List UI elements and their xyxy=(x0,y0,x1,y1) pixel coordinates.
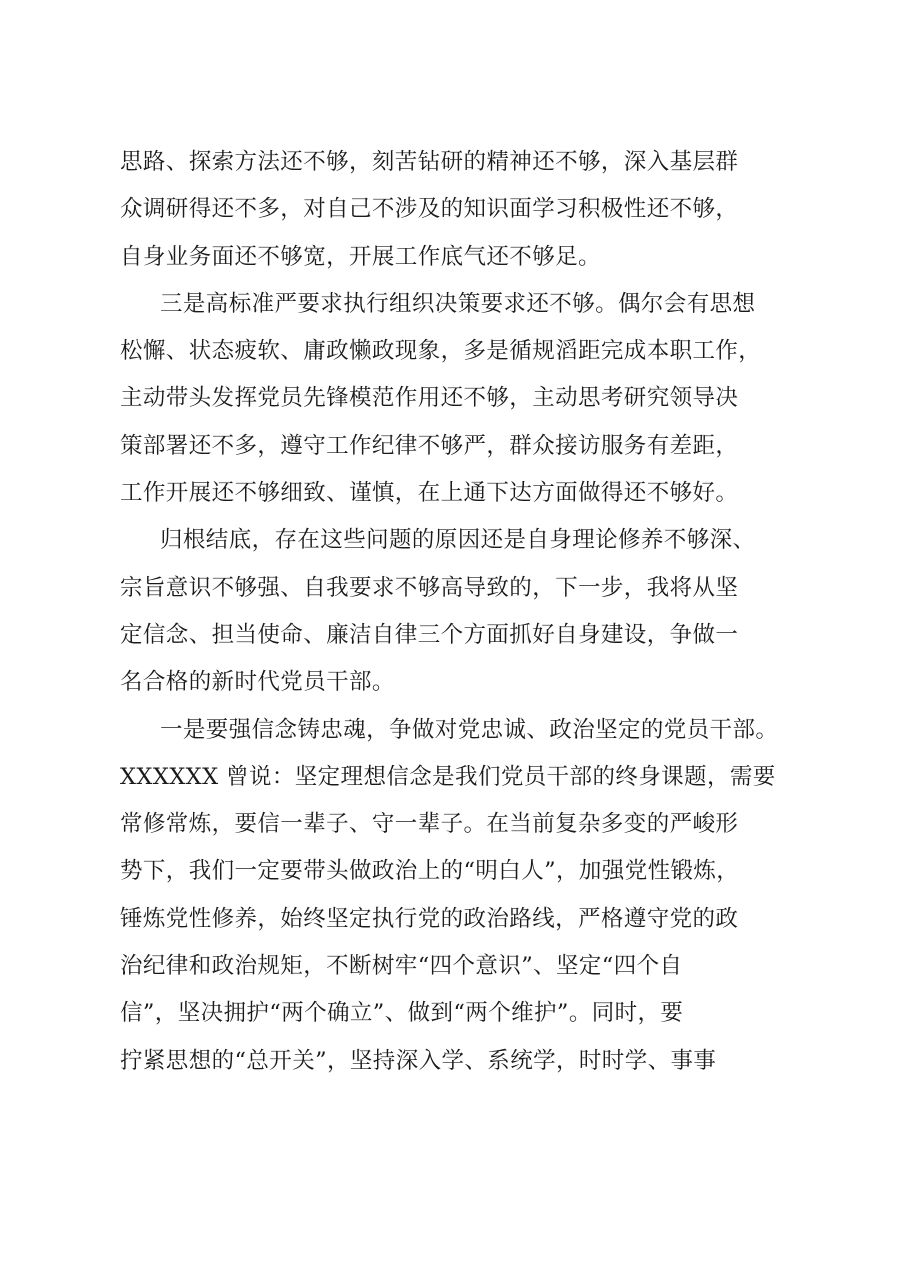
text-line: 主动带头发挥党员先锋模范作用还不够，主动思考研究领导决 xyxy=(120,385,739,412)
text-line: 拧紧思想的“总开关”，坚持深入学、系统学，时时学、事事 xyxy=(120,1047,717,1074)
text-line: 势下，我们一定要带头做政治上的“明白人”，加强党性锻炼， xyxy=(120,858,740,885)
text-line: 松懈、状态疲软、庸政懒政现象，多是循规滔距完成本职工作， xyxy=(120,338,762,365)
text-line: 定信念、担当使命、廉洁自律三个方面抓好自身建设，争做一 xyxy=(120,621,739,648)
text-line: 工作开展还不够细致、谨慎，在上通下达方面做得还不够好。 xyxy=(120,480,739,507)
text-line: 自身业务面还不够宽，开展工作底气还不够足。 xyxy=(120,243,601,270)
text-line: 信”，坚决拥护“两个确立”、做到“两个维护”。同时，要 xyxy=(120,1000,684,1027)
text-line: 思路、探索方法还不够，刻苦钻研的精神还不够，深入基层群 xyxy=(120,149,739,175)
text-line: 众调研得还不多，对自己不涉及的知识面学习积极性还不够， xyxy=(120,196,739,223)
paragraph-first-line: 一是要强信念铸忠魂，争做对党忠诚、政治坚定的党员干部。 xyxy=(160,716,779,743)
text-line: 常修常炼，要信一辈子、守一辈子。在当前复杂多变的严峻形 xyxy=(120,811,739,838)
text-line: 策部署还不多，遵守工作纪律不够严，群众接访服务有差距， xyxy=(120,432,739,459)
document-body xyxy=(120,139,820,1085)
paragraph-first-line: 三是高标准严要求执行组织决策要求还不够。偶尔会有思想 xyxy=(160,290,756,317)
text-line: 治纪律和政治规矩，不断树牢“四个意识”、坚定“四个自 xyxy=(120,953,683,980)
text-line: 锤炼党性修养，始终坚定执行党的政治路线，严格遵守党的政 xyxy=(120,905,739,932)
text-line: XXXXXX 曾说：坚定理想信念是我们党员干部的终身课题，需要 xyxy=(120,763,776,790)
text-line: 名合格的新时代党员干部。 xyxy=(120,669,395,696)
text-line: 宗旨意识不够强、自我要求不够高导致的，下一步，我将从坚 xyxy=(120,574,739,601)
paragraph-first-line: 归根结底，存在这些问题的原因还是自身理论修养不够深、 xyxy=(160,527,756,554)
